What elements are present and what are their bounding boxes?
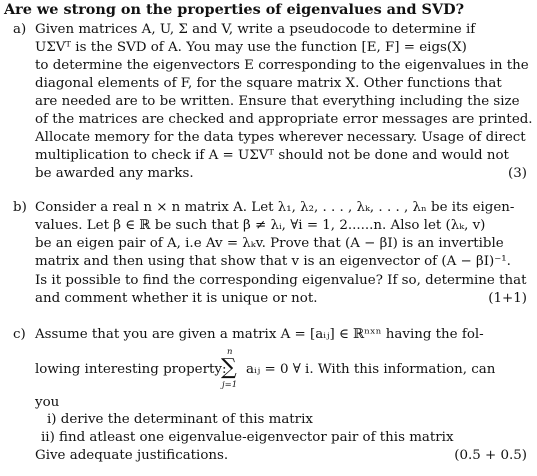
sum-lower-limit: j=1 — [222, 380, 238, 390]
question-c-line: Give adequate justifications. — [35, 448, 229, 463]
question-c-line: you — [35, 395, 60, 410]
question-b-line: Consider a real n × n matrix A. Let λ₁, λ₂, . . . , λₖ, . . . , λₙ be its eigen- — [35, 200, 515, 215]
question-c-line: Assume that you are given a matrix A = [aᵢⱼ] ∈ ℝⁿˣⁿ having the fol- — [35, 327, 484, 342]
page-title: Are we strong on the properties of eigenvalues and SVD? — [4, 1, 465, 18]
question-a-line: be awarded any marks. — [35, 166, 194, 181]
question-a-line: Given matrices A, U, Σ and V, write a pseudocode to determine if — [35, 22, 476, 37]
question-a-line: diagonal elements of F, for the square matrix X. Other functions that — [35, 76, 502, 91]
question-c-subitem: i) derive the determinant of this matrix — [47, 412, 313, 427]
question-a-line: UΣVᵀ is the SVD of A. You may use the function [E, F] = eigs(X) — [35, 40, 467, 55]
summation-symbol: ∑ — [221, 355, 237, 380]
question-c-marks: (0.5 + 0.5) — [454, 448, 527, 463]
question-a-line: multiplication to check if A = UΣVᵀ should not be done and would not — [35, 148, 509, 163]
question-b-line: values. Let β ∈ ℝ be such that β ≠ λᵢ, ∀i = 1, 2......n. Also let (λₖ, v) — [35, 218, 486, 233]
question-c-line: aᵢⱼ = 0 ∀ i. With this information, can — [246, 362, 496, 377]
question-b-line: and comment whether it is unique or not. — [35, 291, 318, 306]
question-b-marks: (1+1) — [488, 291, 527, 306]
question-b-line: Is it possible to find the corresponding eigenvalue? If so, determine that — [35, 273, 527, 288]
question-a-line: of the matrices are checked and appropriate error messages are printed. — [35, 112, 533, 127]
question-c-subitem: ii) find atleast one eigenvalue-eigenvector pair of this matrix — [41, 430, 454, 445]
question-a-line: to determine the eigenvectors E corresponding to the eigenvalues in the — [35, 58, 529, 73]
question-a-label: a) — [13, 22, 27, 37]
sum-upper-limit: n — [227, 347, 233, 357]
question-a-marks: (3) — [508, 166, 527, 181]
question-c-label: c) — [13, 327, 26, 342]
question-a-line: are needed are to be written. Ensure that everything including the size — [35, 94, 520, 109]
question-b-line: matrix and then using that show that v is an eigenvector of (A − βI)⁻¹. — [35, 254, 511, 269]
question-b-label: b) — [13, 200, 27, 215]
question-c-line: lowing interesting property: — [35, 362, 227, 377]
question-b-line: be an eigen pair of A, i.e Av = λₖv. Prove that (A − βI) is an invertible — [35, 236, 504, 251]
question-a-line: Allocate memory for the data types wherever necessary. Usage of direct — [35, 130, 526, 145]
